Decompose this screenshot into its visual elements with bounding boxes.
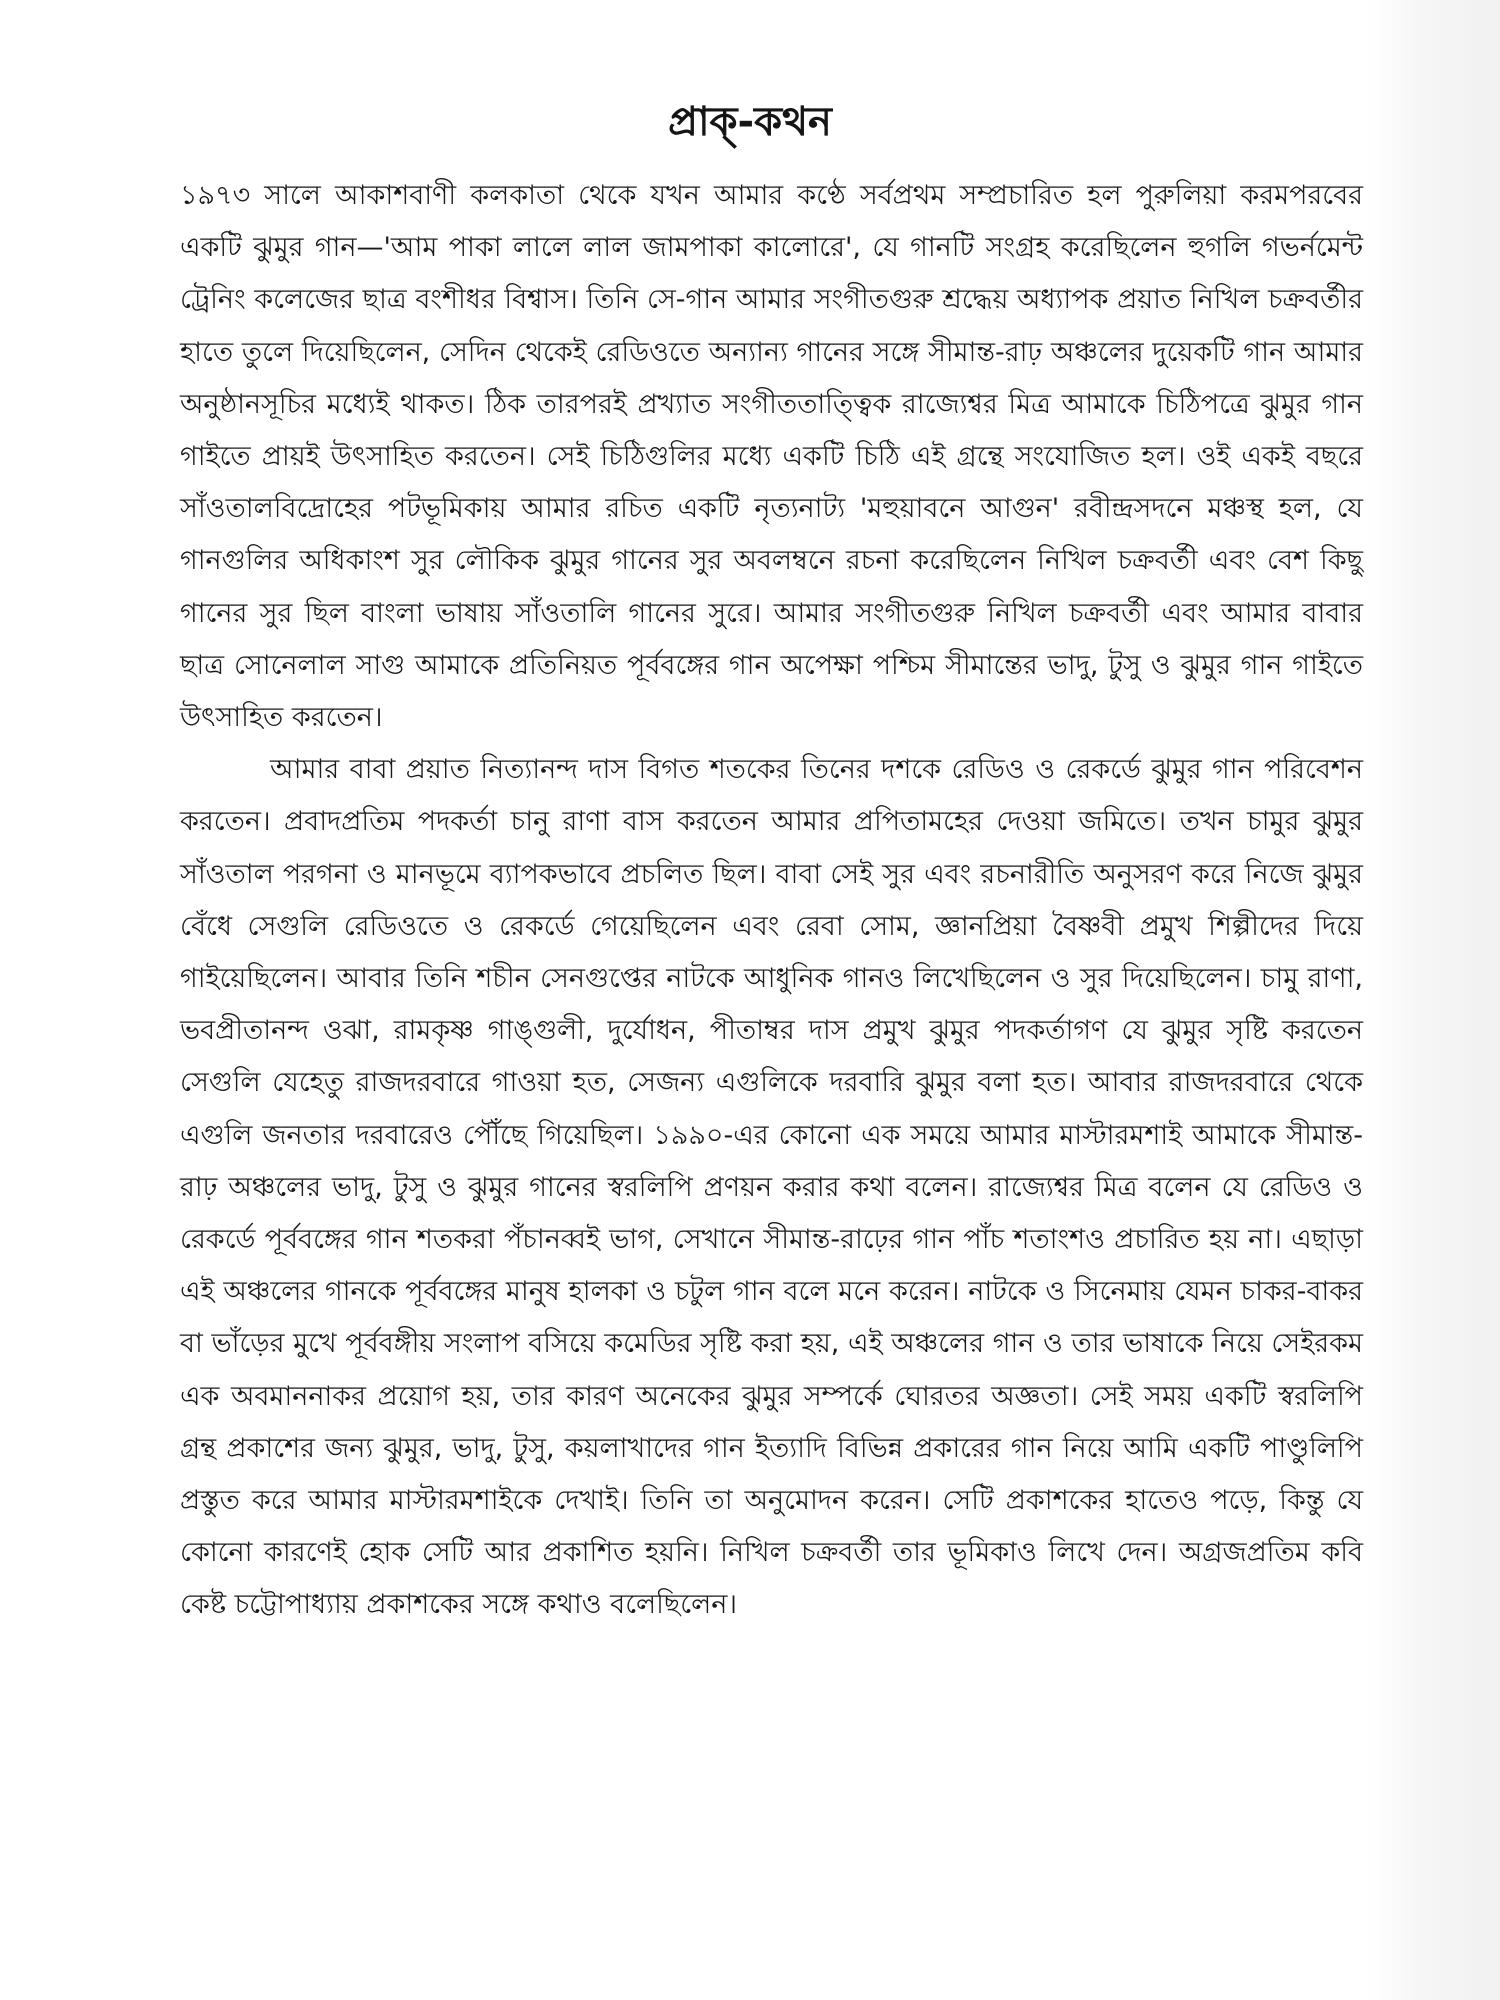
page-edge-shadow — [1368, 0, 1500, 2000]
page-title: প্রাক্-কথন — [668, 99, 832, 145]
body-text — [180, 170, 1363, 1632]
paragraph-2: আমার বাবা প্রয়াত নিত্যানন্দ দাস বিগত শতকের তিনের দশকে রেডিও ও রেকর্ডে ঝুমুর গান পরিবেশন করতেন। প্রবাদপ্রতিম পদকর্তা চানু রাণা বাস করতেন আমার প্রপিতামহের দেওয়া জমিতে। তখন চামুর ঝুমুর সাঁওতাল পরগনা ও মানভূমে ব্যাপকভাবে প্রচলিত ছিল। বাবা সেই সুর এবং রচনারীতি অনুসরণ করে নিজে ঝুমুর বেঁধে সেগুলি রেডিওতে ও রেকর্ডে গেয়েছিলেন এবং রেবা সোম, জ্ঞানপ্রিয়া বৈষ্ণবী প্রমুখ শিল্পীদের দিয়ে গাইয়েছিলেন। আবার তিনি শচীন সেনগুপ্তের নাটকে আধুনিক গানও লিখেছিলেন ও সুর দিয়েছিলেন। চামু রাণা, ভবপ্রীতানন্দ ওঝা, রামকৃষ্ণ গাঙ্গুলী, দুর্যোধন, পীতাম্বর দাস প্রমুখ ঝুমুর পদকর্তাগণ যে ঝুমুর সৃষ্টি করতেন সেগুলি যেহেতু রাজদরবারে গাওয়া হত, সেজন্য এগুলিকে দরবারি ঝুমুর বলা হত। আবার রাজদরবারে থেকে এগুলি জনতার দরবারেও পৌঁছে গিয়েছিল। ১৯৯০-এর কোনো এক সময়ে আমার মাস্টারমশাই আমাকে সীমান্ত-রাঢ় অঞ্চলের ভাদু, টুসু ও ঝুমুর গানের স্বরলিপি প্রণয়ন করার কথা বলেন। রাজ্যেশ্বর মিত্র বলেন যে রেডিও ও রেকর্ডে পূর্ববঙ্গের গান শতকরা পঁচানব্বই ভাগ, সেখানে সীমান্ত-রাঢ়ের গান পাঁচ শতাংশও প্রচারিত হয় না। এছাড়া এই অঞ্চলের গানকে পূর্ববঙ্গের মানুষ হালকা ও চটুল গান বলে মনে করেন। নাটকে ও সিনেমায় যেমন চাকর-বাকর বা ভাঁড়ের মুখে পূর্ববঙ্গীয় সংলাপ বসিয়ে কমেডির সৃষ্টি করা হয়, এই অঞ্চলের গান ও তার ভাষাকে নিয়ে সেইরকম এক অবমাননাকর প্রয়োগ হয়, তার কারণ অনেকের ঝুমুর সম্পর্কে ঘোরতর অজ্ঞতা। সেই সময় একটি স্বরলিপি গ্রন্থ প্রকাশের জন্য ঝুমুর, ভাদু, টুসু, কয়লাখাদের গান ইত্যাদি বিভিন্ন প্রকারের গান নিয়ে আমি একটি পাণ্ডুলিপি প্রস্তুত করে আমার মাস্টারমশাইকে দেখাই। তিনি তা অনুমোদন করেন। সেটি প্রকাশকের হাতেও পড়ে, কিন্তু যে কোনো কারণেই হোক সেটি আর প্রকাশিত হয়নি। নিখিল চক্রবর্তী তার ভূমিকাও লিখে দেন। অগ্রজপ্রতিম কবি কেষ্ট চট্টোপাধ্যায় প্রকাশকের সঙ্গে কথাও বলেছিলেন। — [180, 754, 1364, 1621]
paragraph-1: ১৯৭৩ সালে আকাশবাণী কলকাতা থেকে যখন আমার কণ্ঠে সর্বপ্রথম সম্প্রচারিত হল পুরুলিয়া করমপরবের একটি ঝুমুর গান—'আম পাকা লালে লাল জামপাকা কালোরে', যে গানটি সংগ্রহ করেছিলেন হুগলি গভর্নমেন্ট ট্রেনিং কলেজের ছাত্র বংশীধর বিশ্বাস। তিনি সে-গান আমার সংগীতগুরু শ্রদ্ধেয় অধ্যাপক প্রয়াত নিখিল চক্রবর্তীর হাতে তুলে দিয়েছিলেন, সেদিন থেকেই রেডিওতে অন্যান্য গানের সঙ্গে সীমান্ত-রাঢ় অঞ্চলের দুয়েকটি গান আমার অনুষ্ঠানসূচির মধ্যেই থাকত। ঠিক তারপরই প্রখ্যাত সংগীততাত্ত্বিক রাজ্যেশ্বর মিত্র আমাকে চিঠিপত্রে ঝুমুর গান গাইতে প্রায়ই উৎসাহিত করতেন। সেই চিঠিগুলির মধ্যে একটি চিঠি এই গ্রন্থে সংযোজিত হল। ওই একই বছরে সাঁওতালবিদ্রোহের পটভূমিকায় আমার রচিত একটি নৃত্যনাট্য 'মহুয়াবনে আগুন' রবীন্দ্রসদনে মঞ্চস্থ হল, যে গানগুলির অধিকাংশ সুর লৌকিক ঝুমুর গানের সুর অবলম্বনে রচনা করেছিলেন নিখিল চক্রবর্তী এবং বেশ কিছু গানের সুর ছিল বাংলা ভাষায় সাঁওতালি গানের সুরে। আমার সংগীতগুরু নিখিল চক্রবর্তী এবং আমার বাবার ছাত্র সোনেলাল সাগু আমাকে প্রতিনিয়ত পূর্ববঙ্গের গান অপেক্ষা পশ্চিম সীমান্তের ভাদু, টুসু ও ঝুমুর গান গাইতে উৎসাহিত করতেন। — [180, 180, 1363, 734]
